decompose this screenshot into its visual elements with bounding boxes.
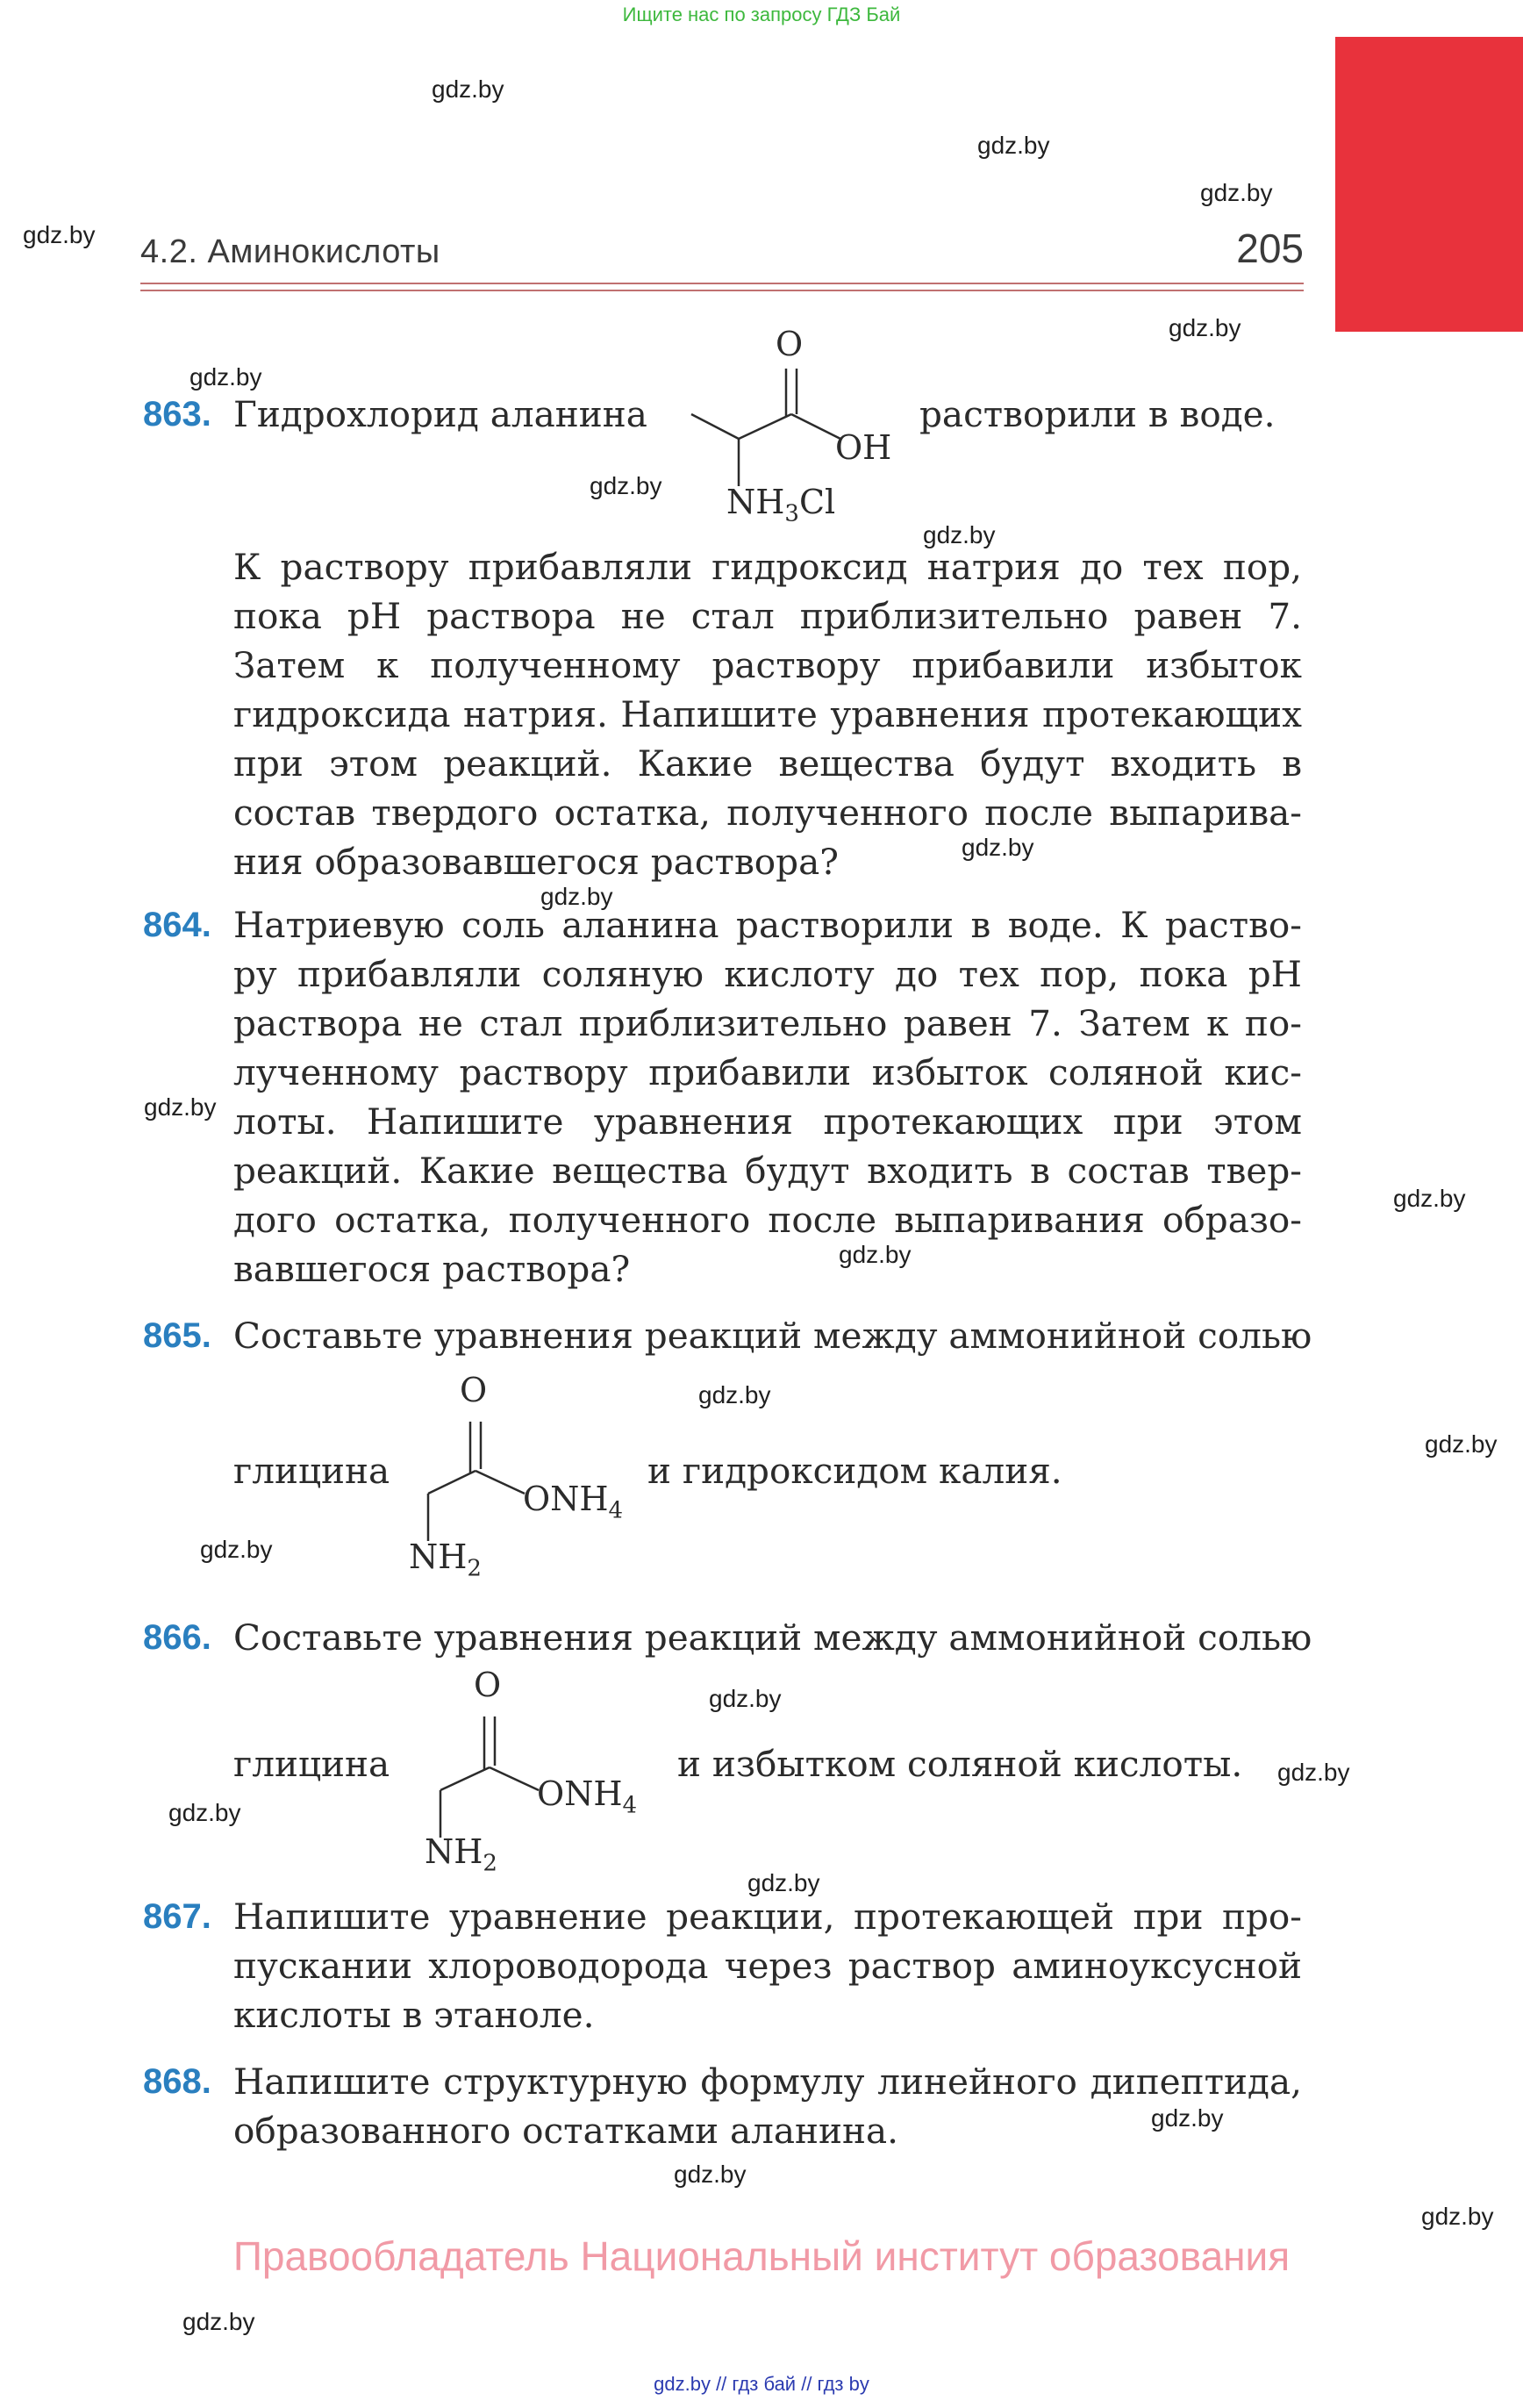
watermark: gdz.by (1393, 1185, 1466, 1212)
watermark: gdz.by (23, 221, 96, 248)
header-rule (140, 290, 1304, 291)
watermark: gdz.by (1169, 314, 1241, 341)
ammonium-glycinate-formula (395, 1371, 640, 1599)
copyright-owner: Правообладатель Национальный институт образования (232, 2233, 1291, 2279)
problem-text: глицина (233, 1450, 390, 1492)
watermark: gdz.by (674, 2161, 747, 2188)
problem-text: растворили в воде. (919, 393, 1276, 435)
watermark: gdz.by (1425, 1430, 1498, 1458)
problem-number: 868. (143, 2062, 211, 2101)
problem-text-line: Напишите структурную формулу линейного дипептида, (233, 2060, 1302, 2103)
problem-text-line: Составьте уравнения реакций между аммонийной солью (233, 1315, 1312, 1357)
problem-text-line: Напишите уравнение реакции, протекающей при про- (233, 1896, 1302, 1938)
problem-text-line: раствора не стал приблизительно равен 7. Затем к по- (233, 1002, 1302, 1044)
watermark: gdz.by (189, 363, 262, 391)
problem-number: 864. (143, 906, 211, 944)
watermark: gdz.by (590, 472, 662, 499)
formula-group: $NH_2$ (409, 1537, 482, 1582)
watermark: gdz.by (747, 1869, 820, 1896)
problem-text-line: вавшегося раствора? (233, 1248, 631, 1290)
problem-text-line: ния образовавшегося раствора? (233, 841, 839, 883)
watermark: gdz.by (144, 1093, 217, 1121)
formula-atom: O (474, 1666, 502, 1704)
page-number: 205 (1236, 226, 1304, 271)
problem-number: 867. (143, 1897, 211, 1936)
ammonium-glycinate-formula (405, 1666, 669, 1894)
problem-text-line: К раствору прибавляли гидроксид натрия до тех пор, (233, 546, 1302, 588)
watermark: gdz.by (839, 1241, 912, 1268)
formula-atom: OH (835, 428, 892, 467)
formula-group: $ONH_4$ (537, 1774, 638, 1819)
problem-number: 865. (143, 1316, 211, 1355)
watermark: gdz.by (200, 1536, 273, 1563)
watermark: gdz.by (923, 521, 996, 548)
formula-atom: O (460, 1371, 488, 1409)
formula-group: $ONH_4$ (523, 1480, 624, 1524)
problem-text-line: реакций. Какие вещества будут входить в состав твер- (233, 1150, 1302, 1192)
watermark: gdz.by (709, 1685, 782, 1712)
problem-text: Гидрохлорид аланина (233, 393, 647, 435)
problem-text-line: пока рН раствора не стал приблизительно равен 7. (233, 595, 1302, 637)
watermark: gdz.by (1200, 179, 1273, 206)
problem-number: 863. (143, 395, 211, 434)
watermark: gdz.by (1151, 2104, 1224, 2132)
problem-text-line: лоты. Напишите уравнения протекающих при этом (233, 1100, 1302, 1143)
problem-text-line: образованного остатками аланина. (233, 2110, 898, 2152)
problem-text-line: гидроксида натрия. Напишите уравнения протекающих (233, 693, 1302, 735)
red-page-tab (1335, 37, 1523, 332)
problem-text-line: ру прибавляли соляную кислоту до тех пор, пока рН (233, 953, 1302, 995)
watermark: gdz.by (1277, 1759, 1350, 1786)
formula-group: $NH_3Cl$ (726, 483, 836, 527)
header-rule (140, 283, 1304, 284)
problem-text-line: состав твердого остатка, полученного после выпарива- (233, 792, 1302, 834)
watermark: gdz.by (182, 2308, 255, 2335)
problem-text-line: Затем к полученному раствору прибавили избыток (233, 644, 1302, 686)
problem-text-line: кислоты в этаноле. (233, 1994, 595, 2036)
watermark: gdz.by (540, 883, 613, 910)
problem-text-line: при этом реакций. Какие вещества будут входить в (233, 742, 1302, 785)
problem-text-line: дого остатка, полученного после выпаривания образо- (233, 1199, 1302, 1241)
watermark: gdz.by (432, 75, 504, 103)
formula-atom: O (776, 325, 804, 363)
problem-text-line: Натриевую соль аланина растворили в воде. К раство- (233, 904, 1302, 946)
watermark: gdz.by (1421, 2203, 1494, 2230)
footer-links[interactable]: gdz.by // гдз бай // гдз by (654, 2373, 869, 2395)
problem-text-line: Составьте уравнения реакций между аммонийной солью (233, 1616, 1312, 1659)
problem-text-line: лученному раствору прибавили избыток соляной кис- (233, 1051, 1302, 1093)
problem-text: и гидроксидом калия. (647, 1450, 1062, 1492)
problem-text: и избытком соляной кислоты. (677, 1743, 1243, 1785)
formula-group: $NH_2$ (425, 1832, 497, 1877)
watermark: gdz.by (962, 834, 1034, 861)
problem-text-line: пускании хлороводорода через раствор аминоуксусной (233, 1945, 1302, 1987)
watermark: gdz.by (698, 1381, 771, 1408)
alanine-hydrochloride-formula (684, 318, 912, 537)
problem-text: глицина (233, 1743, 390, 1785)
problem-number: 866. (143, 1618, 211, 1657)
top-banner: Ищите нас по запросу ГДЗ Бай (622, 4, 901, 25)
section-title: 4.2. Аминокислоты (140, 233, 440, 270)
watermark: gdz.by (168, 1799, 241, 1826)
watermark: gdz.by (977, 132, 1050, 159)
